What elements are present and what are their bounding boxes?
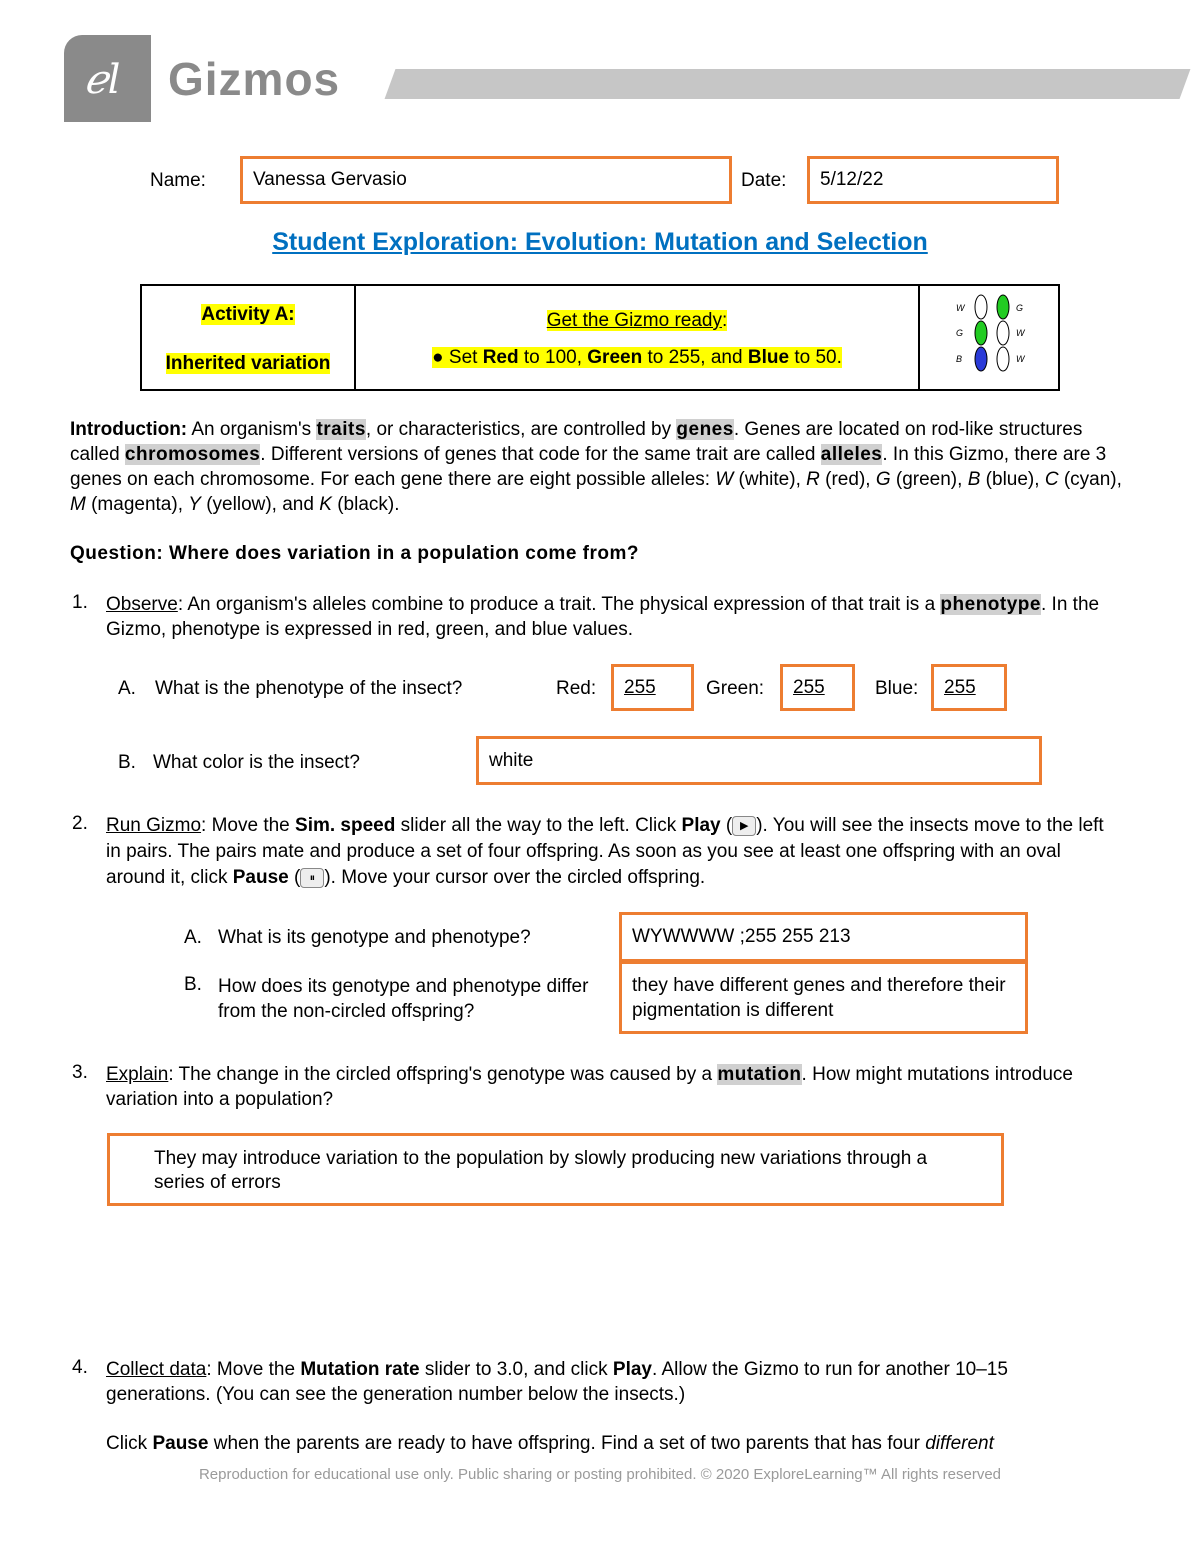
activity-table — [140, 284, 1060, 391]
activity-label-cell — [142, 286, 356, 389]
logo-wordmark: Gizmos — [168, 53, 341, 105]
date-label: Date: — [741, 170, 787, 191]
q1b-prompt: What color is the insect? — [153, 752, 360, 773]
chromosome-icon — [920, 286, 1058, 389]
chromosome-image — [920, 286, 1058, 389]
q1a-prompt: What is the phenotype of the insect? — [155, 678, 463, 699]
mutation-answer-text: They may introduce variation to the population by slowly producing new variations through a series of errors — [154, 1148, 928, 1193]
q2b-letter: B. — [184, 974, 202, 995]
play-icon: ▶ — [732, 816, 756, 836]
q1a-letter: A. — [118, 678, 136, 699]
el-logo-icon — [64, 35, 151, 122]
q2-number: 2. — [72, 813, 88, 834]
gizmo-ready-heading: Get the Gizmo ready — [546, 310, 722, 331]
svg-text:ℯl: ℯl — [84, 57, 121, 103]
q4-number: 4. — [72, 1357, 88, 1378]
q4-prompt: Collect data: Move the Mutation rate slider to 3.0, and click Play. Allow the Gizmo to run for another 10–15 generations. (You can see the generation number below the insects.) — [106, 1359, 1008, 1405]
logo-mark — [64, 35, 151, 122]
svg-text:G: G — [1016, 303, 1024, 313]
introduction-paragraph: Introduction: An organism's traits, or characteristics, are controlled by genes. Genes are located on rod-like structures called chromosomes. Different versions of genes that code for the same trait are called alleles. In this Gizmo, there are 3 genes on each chromosome. For each gene there are eight possible alleles: W (white), R (red), G (green), B (blue), C (cyan), M (magenta), Y (yellow), and K (black). — [70, 419, 1122, 515]
q3-prompt: Explain: The change in the circled offspring's genotype was caused by a mutation. How might mutations introduce variation into a population? — [106, 1064, 1073, 1110]
svg-text:W: W — [1016, 328, 1025, 338]
q2a-letter: A. — [184, 927, 202, 948]
red-label: Red: — [556, 678, 597, 699]
q2a-prompt: What is its genotype and phenotype? — [218, 927, 531, 948]
date-field[interactable]: 5/12/22 — [807, 156, 1059, 204]
green-label: Green: — [706, 678, 765, 699]
q1-number: 1. — [72, 592, 88, 613]
svg-text:G: G — [956, 328, 964, 338]
header-bar — [385, 69, 1191, 99]
activity-label: Activity A: — [201, 304, 295, 325]
name-label: Name: — [150, 170, 206, 191]
mutation-answer-field[interactable] — [107, 1133, 1004, 1206]
guiding-question: Question: Where does variation in a population come from? — [70, 543, 639, 564]
activity-sublabel: Inherited variation — [165, 353, 331, 374]
green-value-field[interactable]: 255 — [780, 664, 855, 711]
name-field[interactable]: Vanessa Gervasio — [240, 156, 732, 204]
blue-value-field[interactable]: 255 — [931, 664, 1007, 711]
svg-text:B: B — [956, 354, 963, 364]
pause-icon: ⏸ — [300, 868, 324, 888]
bullet-icon: ● — [432, 347, 444, 368]
q2b-prompt: How does its genotype and phenotype differ from the non-circled offspring? — [218, 976, 589, 1022]
red-value-field[interactable]: 255 — [611, 664, 694, 711]
q1b-letter: B. — [118, 752, 136, 773]
activity-instructions-cell: Get the Gizmo ready: ● Set Red to 100, Green to 255, and Blue to 50. — [356, 286, 920, 389]
page-footer: Reproduction for educational use only. Public sharing or posting prohibited. © 2020 ExploreLearning™ All rights reserved — [198, 1466, 1002, 1483]
page-title: Student Exploration: Evolution: Mutation and Selection — [272, 228, 928, 256]
difference-field[interactable]: they have different genes and therefore their pigmentation is different — [619, 961, 1028, 1034]
q3-number: 3. — [72, 1062, 88, 1083]
genotype-phenotype-field[interactable]: WYWWWW ;255 255 213 — [619, 912, 1028, 962]
q2-prompt: Run Gizmo: Move the Sim. speed slider all the way to the left. Click Play ( ▶ ). You will see the insects move to the left in pairs. The pairs mate and produce a set of four offspring. As soon as you see at least one offspring with an oval around it, click Pause ( ⏸ ). Move your cursor over the circled offspring. — [106, 815, 1104, 888]
svg-text:W: W — [1016, 354, 1025, 364]
blue-label: Blue: — [875, 678, 919, 699]
q4-prompt-continued: Click Pause when the parents are ready to have offspring. Find a set of two parents that has four different — [106, 1433, 994, 1454]
q1-prompt: Observe: An organism's alleles combine to produce a trait. The physical expression of that trait is a phenotype. In the Gizmo, phenotype is expressed in red, green, and blue values. — [106, 594, 1100, 640]
insect-color-field[interactable]: white — [476, 736, 1042, 785]
svg-text:W: W — [956, 303, 965, 313]
